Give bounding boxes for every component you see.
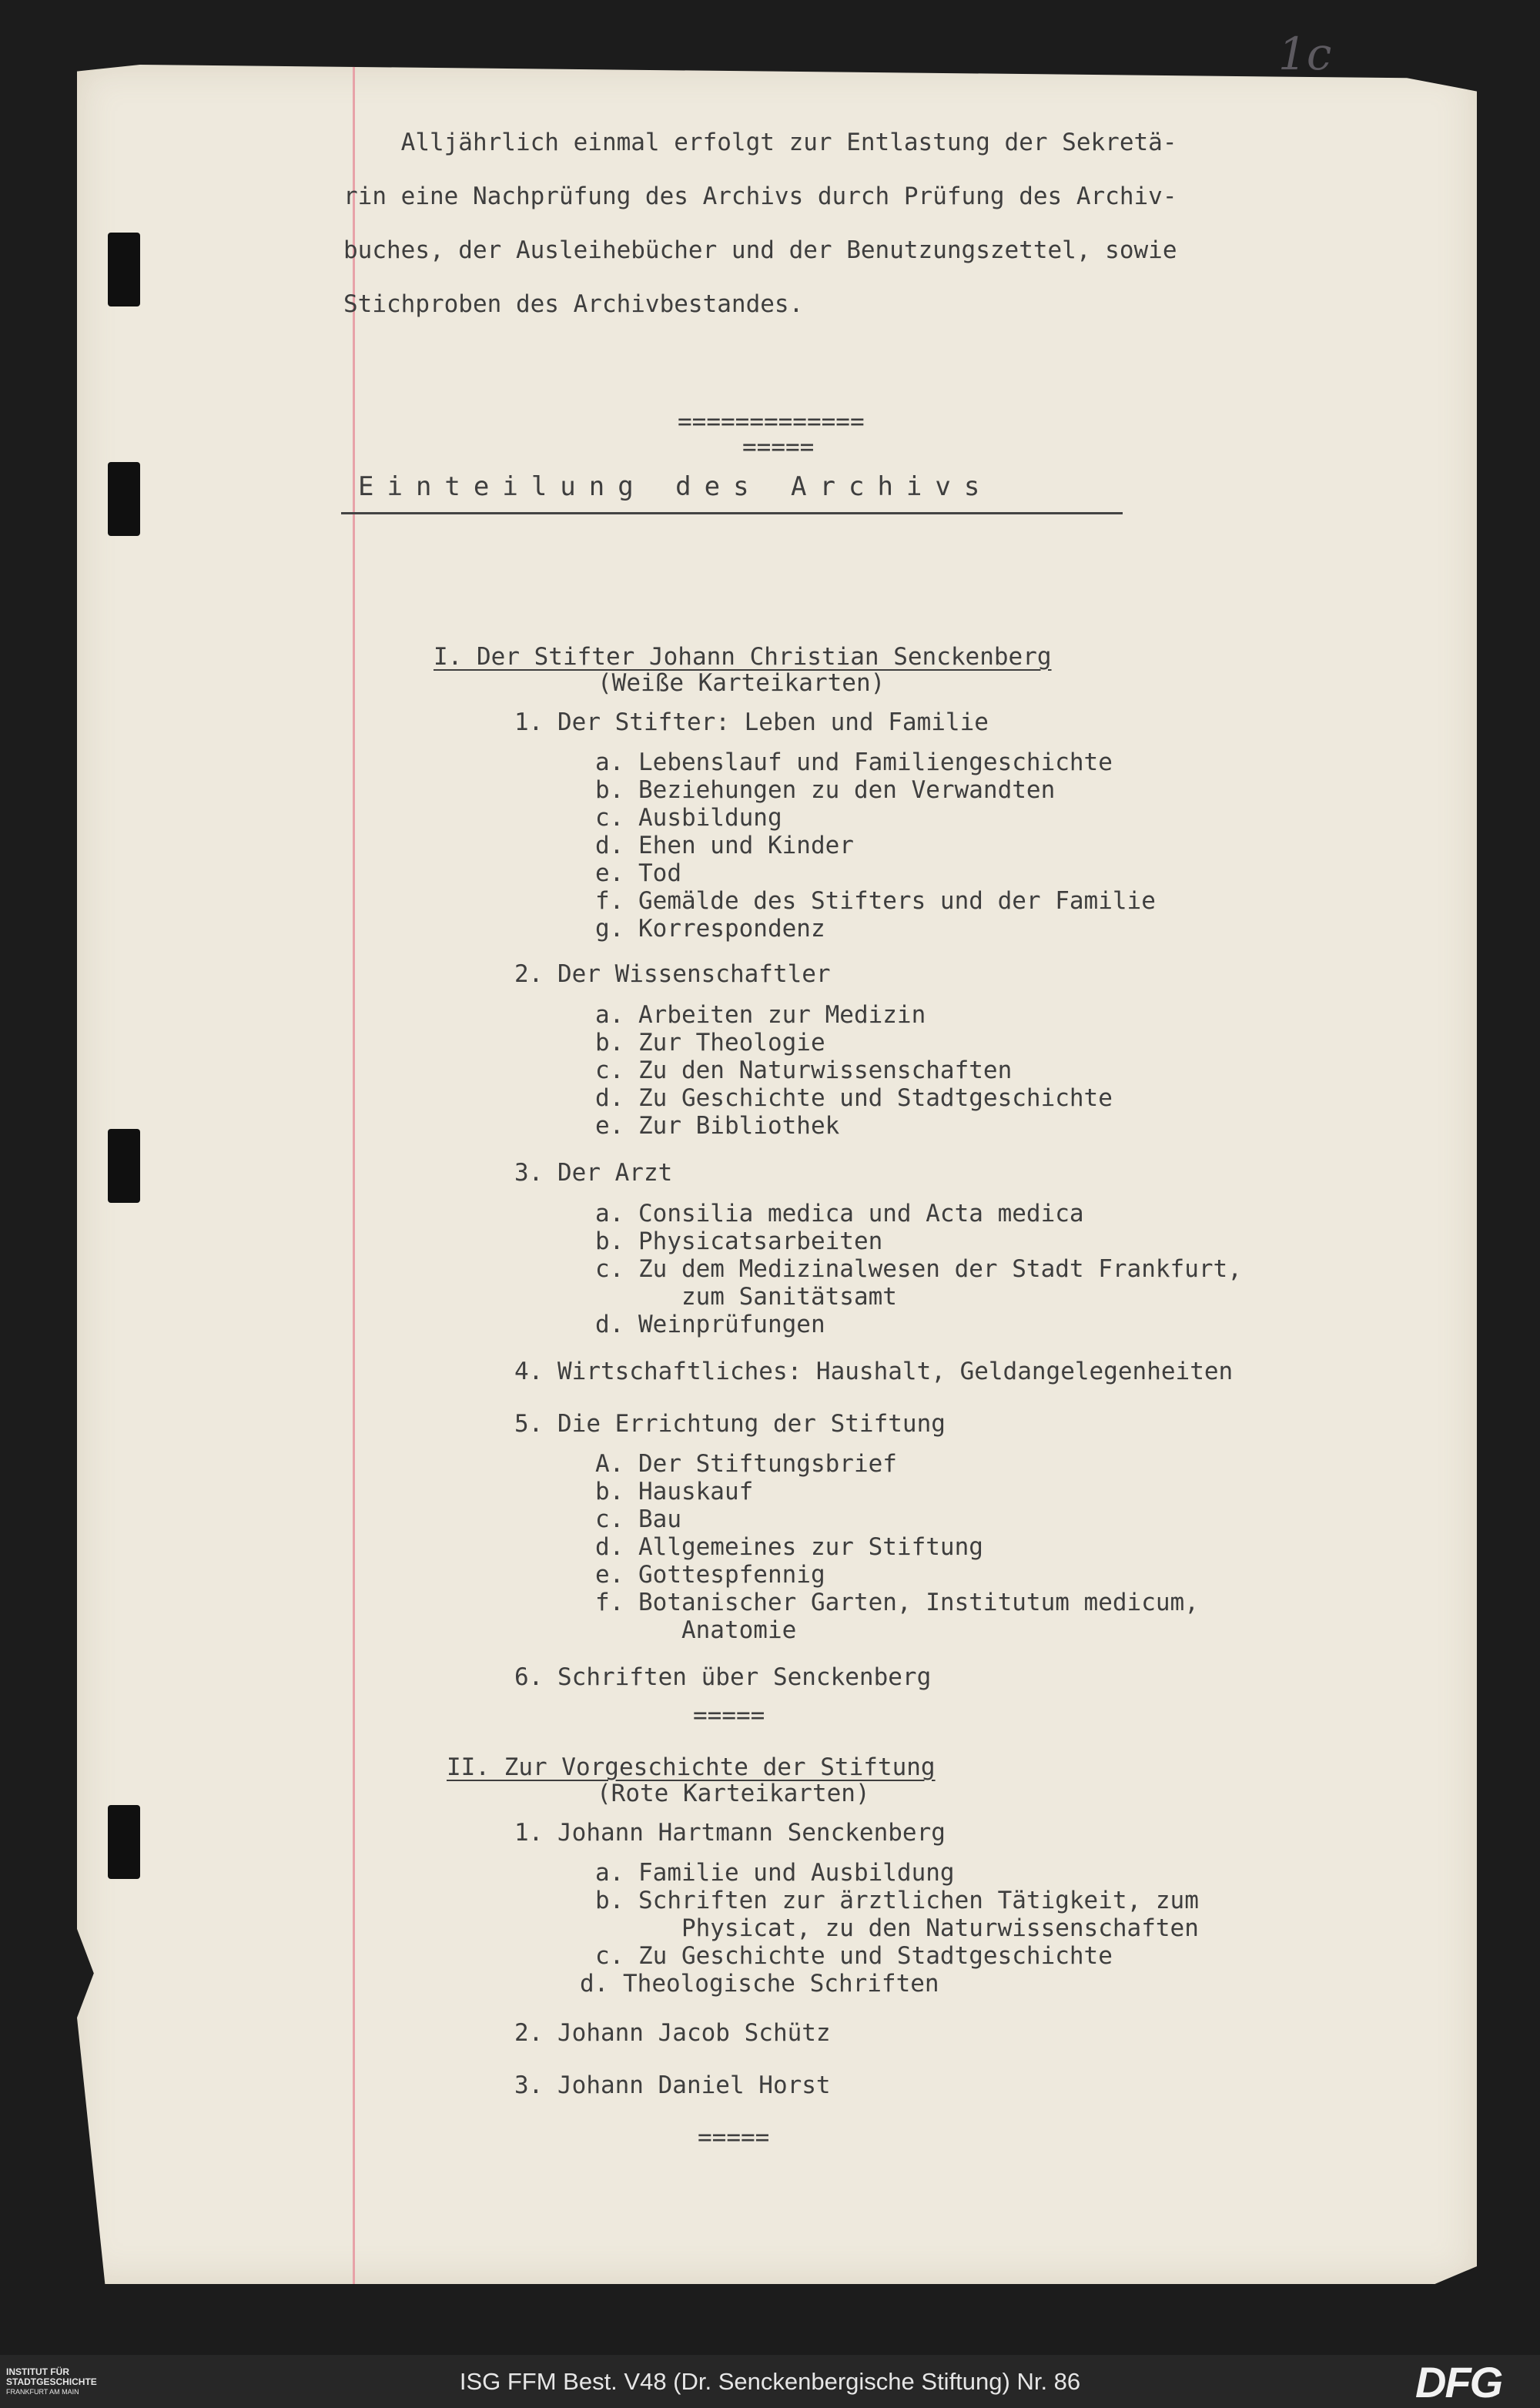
list-item: c. Zu Geschichte und Stadtgeschichte bbox=[595, 1942, 1113, 1970]
list-item: b. Beziehungen zu den Verwandten bbox=[595, 776, 1056, 804]
item-list bbox=[595, 1200, 1242, 1338]
list-item: c. Ausbildung bbox=[595, 804, 782, 832]
section-heading: II. Zur Vorgeschichte der Stiftung bbox=[447, 1753, 936, 1781]
institution-logo: INSTITUT FÜR STADTGESCHICHTE FRANKFURT AM MAIN bbox=[6, 2366, 97, 2396]
section-heading: I. Der Stifter Johann Christian Senckenberg bbox=[434, 643, 1052, 671]
intro-line: rin eine Nachprüfung des Archivs durch Prüfung des Archiv- bbox=[343, 183, 1177, 210]
divider-long: ============= bbox=[678, 408, 865, 436]
list-item: a. Arbeiten zur Medizin bbox=[595, 1001, 926, 1029]
intro-line: buches, der Ausleihebücher und der Benutzungszettel, sowie bbox=[343, 236, 1177, 264]
divider-short: ===== bbox=[693, 1702, 765, 1730]
group-title: 5. Die Errichtung der Stiftung bbox=[514, 1410, 946, 1438]
list-item: b. Physicatsarbeiten bbox=[595, 1227, 883, 1255]
title-underline bbox=[341, 512, 1123, 514]
item-list bbox=[595, 749, 1156, 943]
archive-footer bbox=[0, 2355, 1540, 2408]
list-item: e. Gottespfennig bbox=[595, 1561, 825, 1589]
item-list bbox=[580, 1859, 1199, 1998]
list-item: b. Zur Theologie bbox=[595, 1029, 825, 1057]
list-item: A. Der Stiftungsbrief bbox=[595, 1450, 897, 1478]
group-title: 3. Der Arzt bbox=[514, 1159, 673, 1187]
group-title: 1. Johann Hartmann Senckenberg bbox=[514, 1819, 946, 1847]
punch-hole bbox=[108, 1129, 140, 1203]
intro-paragraph bbox=[343, 116, 1177, 331]
group-title: 1. Der Stifter: Leben und Familie bbox=[514, 708, 989, 736]
section-subtitle: (Rote Karteikarten) bbox=[597, 1780, 870, 1807]
page-title: Einteilung des Archivs bbox=[358, 471, 993, 502]
divider-short: ===== bbox=[742, 434, 815, 461]
intro-line: Alljährlich einmal erfolgt zur Entlastung der Sekretä- bbox=[343, 129, 1177, 156]
folio-number: 1c bbox=[1278, 28, 1332, 80]
group-title: 6. Schriften über Senckenberg bbox=[514, 1663, 932, 1691]
archive-signature: ISG FFM Best. V48 (Dr. Senckenbergische Stiftung) Nr. 86 bbox=[459, 2368, 1081, 2395]
punch-hole bbox=[108, 1805, 140, 1879]
item-list bbox=[595, 1450, 1199, 1644]
punch-hole bbox=[108, 233, 140, 306]
item-list bbox=[595, 1001, 1113, 1140]
list-item: d. Weinprüfungen bbox=[595, 1311, 825, 1338]
list-item: e. Zur Bibliothek bbox=[595, 1112, 840, 1140]
punch-hole bbox=[108, 462, 140, 536]
list-item: d. Allgemeines zur Stiftung bbox=[595, 1533, 983, 1561]
list-item: g. Korrespondenz bbox=[595, 915, 825, 943]
group-title: 2. Johann Jacob Schütz bbox=[514, 2019, 831, 2047]
list-item: d. Ehen und Kinder bbox=[595, 832, 854, 859]
list-item: zum Sanitätsamt bbox=[595, 1283, 897, 1311]
list-item: f. Botanischer Garten, Institutum medicum, bbox=[595, 1589, 1199, 1616]
group-title: 4. Wirtschaftliches: Haushalt, Geldangelegenheiten bbox=[514, 1358, 1234, 1385]
list-item: a. Lebenslauf und Familiengeschichte bbox=[595, 749, 1113, 776]
list-item: a. Familie und Ausbildung bbox=[595, 1859, 955, 1887]
section-subtitle: (Weiße Karteikarten) bbox=[598, 669, 886, 697]
list-item: c. Zu dem Medizinalwesen der Stadt Frankfurt, bbox=[595, 1255, 1242, 1283]
list-item: f. Gemälde des Stifters und der Familie bbox=[595, 887, 1156, 915]
list-item: b. Hauskauf bbox=[595, 1478, 754, 1505]
list-item: Anatomie bbox=[595, 1616, 797, 1644]
list-item: c. Zu den Naturwissenschaften bbox=[595, 1057, 1013, 1084]
list-item: b. Schriften zur ärztlichen Tätigkeit, zum bbox=[595, 1887, 1199, 1914]
list-item: Physicat, zu den Naturwissenschaften bbox=[595, 1914, 1199, 1942]
group-title: 3. Johann Daniel Horst bbox=[514, 2071, 831, 2099]
dfg-logo: DFG bbox=[1415, 2358, 1502, 2406]
list-item: a. Consilia medica und Acta medica bbox=[595, 1200, 1084, 1227]
list-item: d. Theologische Schriften bbox=[580, 1970, 939, 1998]
list-item: e. Tod bbox=[595, 859, 681, 887]
list-item: c. Bau bbox=[595, 1505, 681, 1533]
margin-line bbox=[353, 65, 355, 2284]
group-title: 2. Der Wissenschaftler bbox=[514, 960, 831, 988]
divider-short: ===== bbox=[698, 2124, 770, 2152]
intro-line: Stichproben des Archivbestandes. bbox=[343, 290, 804, 318]
list-item: d. Zu Geschichte und Stadtgeschichte bbox=[595, 1084, 1113, 1112]
